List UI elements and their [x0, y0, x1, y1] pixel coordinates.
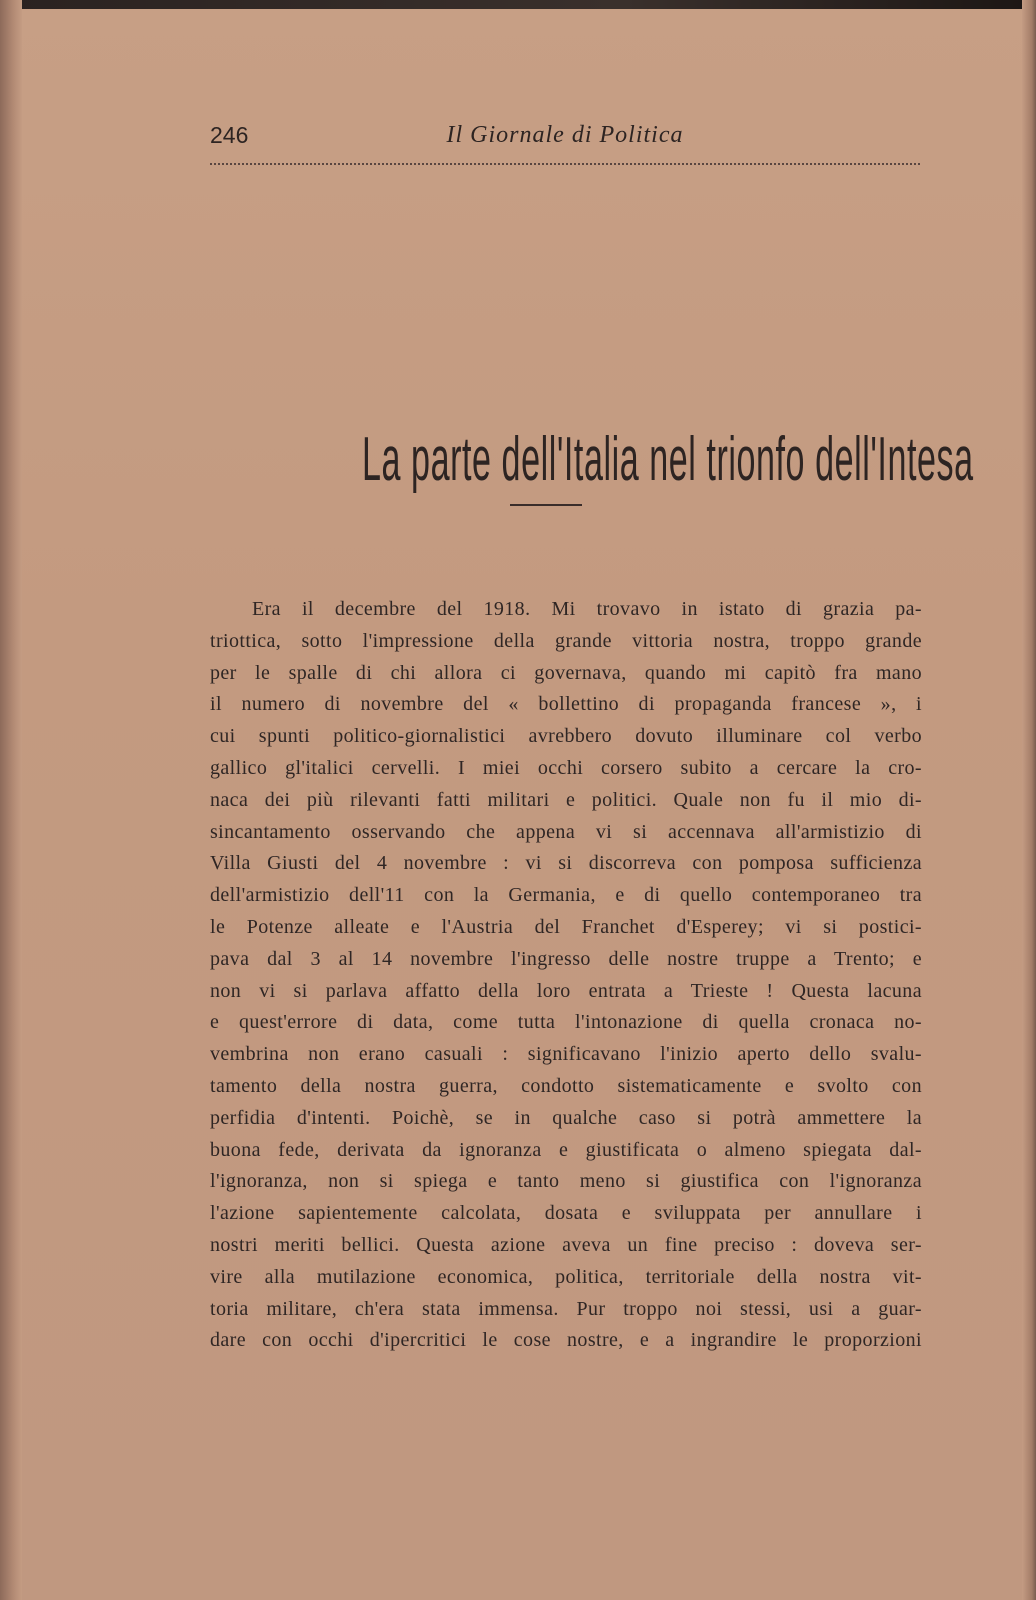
journal-title: Il Giornale di Politica — [446, 122, 684, 148]
body-line: tamento della nostra guerra, condotto sistematicamente e svolto con — [210, 1074, 922, 1097]
body-line: naca dei più rilevanti fatti militari e politici. Quale non fu il mio di- — [210, 788, 922, 811]
body-line: vembrina non erano casuali : significavano l'inizio aperto dello svalu- — [210, 1043, 922, 1066]
body-line: e quest'errore di data, come tutta l'intonazione di quella cronaca no- — [210, 1011, 922, 1034]
body-line: le Potenze alleate e l'Austria del Franchet d'Esperey; vi si postici- — [210, 915, 922, 938]
page-number: 246 — [210, 122, 249, 148]
book-gutter-edge — [0, 0, 22, 1600]
body-line: perfidia d'intenti. Poichè, se in qualche caso si potrà ammettere la — [210, 1106, 922, 1129]
body-line: il numero di novembre del « bollettino di propaganda francese », i — [210, 693, 922, 716]
body-line: pava dal 3 al 14 novembre l'ingresso delle nostre truppe a Trento; e — [210, 947, 922, 970]
body-line: dell'armistizio dell'11 con la Germania, e di quello contemporaneo tra — [210, 884, 922, 907]
body-line: l'azione sapientemente calcolata, dosata e sviluppata per annullare i — [210, 1202, 922, 1225]
body-line: dare con occhi d'ipercritici le cose nostre, e a ingrandire le proporzioni — [210, 1329, 922, 1352]
body-line: Era il decembre del 1918. Mi trovavo in istato di grazia pa- — [252, 598, 922, 620]
body-line: toria militare, ch'era stata immensa. Pur troppo noi stessi, usi a guar- — [210, 1297, 922, 1320]
body-line: Villa Giusti del 4 novembre : vi si discorreva con pomposa sufficienza — [210, 852, 922, 875]
body-line: cui spunti politico-giornalistici avrebbero dovuto illuminare col verbo — [210, 725, 922, 748]
body-line: triottica, sotto l'impressione della grande vittoria nostra, troppo grande — [210, 629, 922, 652]
book-fore-edge — [1022, 0, 1036, 1600]
body-line: gallico gl'italici cervelli. I miei occhi corsero subito a cercare la cro- — [210, 756, 922, 779]
body-line: vire alla mutilazione economica, politica, territoriale della nostra vit- — [210, 1265, 922, 1288]
body-line: sincantamento osservando che appena vi si accennava all'armistizio di — [210, 820, 922, 843]
body-line: l'ignoranza, non si spiega e tanto meno si giustifica con l'ignoranza — [210, 1170, 922, 1193]
book-top-edge — [0, 0, 1036, 9]
body-line: nostri meriti bellici. Questa azione aveva un fine preciso : doveva ser- — [210, 1233, 922, 1256]
article-body — [210, 594, 922, 1357]
header-dotted-rule — [210, 163, 920, 165]
running-head — [210, 118, 920, 158]
title-separator-rule — [510, 504, 582, 506]
body-line: per le spalle di chi allora ci governava, quando mi capitò fra mano — [210, 661, 922, 684]
article-title: La parte dell'Italia nel trionfo dell'Intesa — [362, 425, 974, 494]
body-line: non vi si parlava affatto della loro entrata a Trieste ! Questa lacuna — [210, 979, 922, 1002]
body-line: buona fede, derivata da ignoranza e giustificata o almeno spiegata dal- — [210, 1138, 922, 1161]
